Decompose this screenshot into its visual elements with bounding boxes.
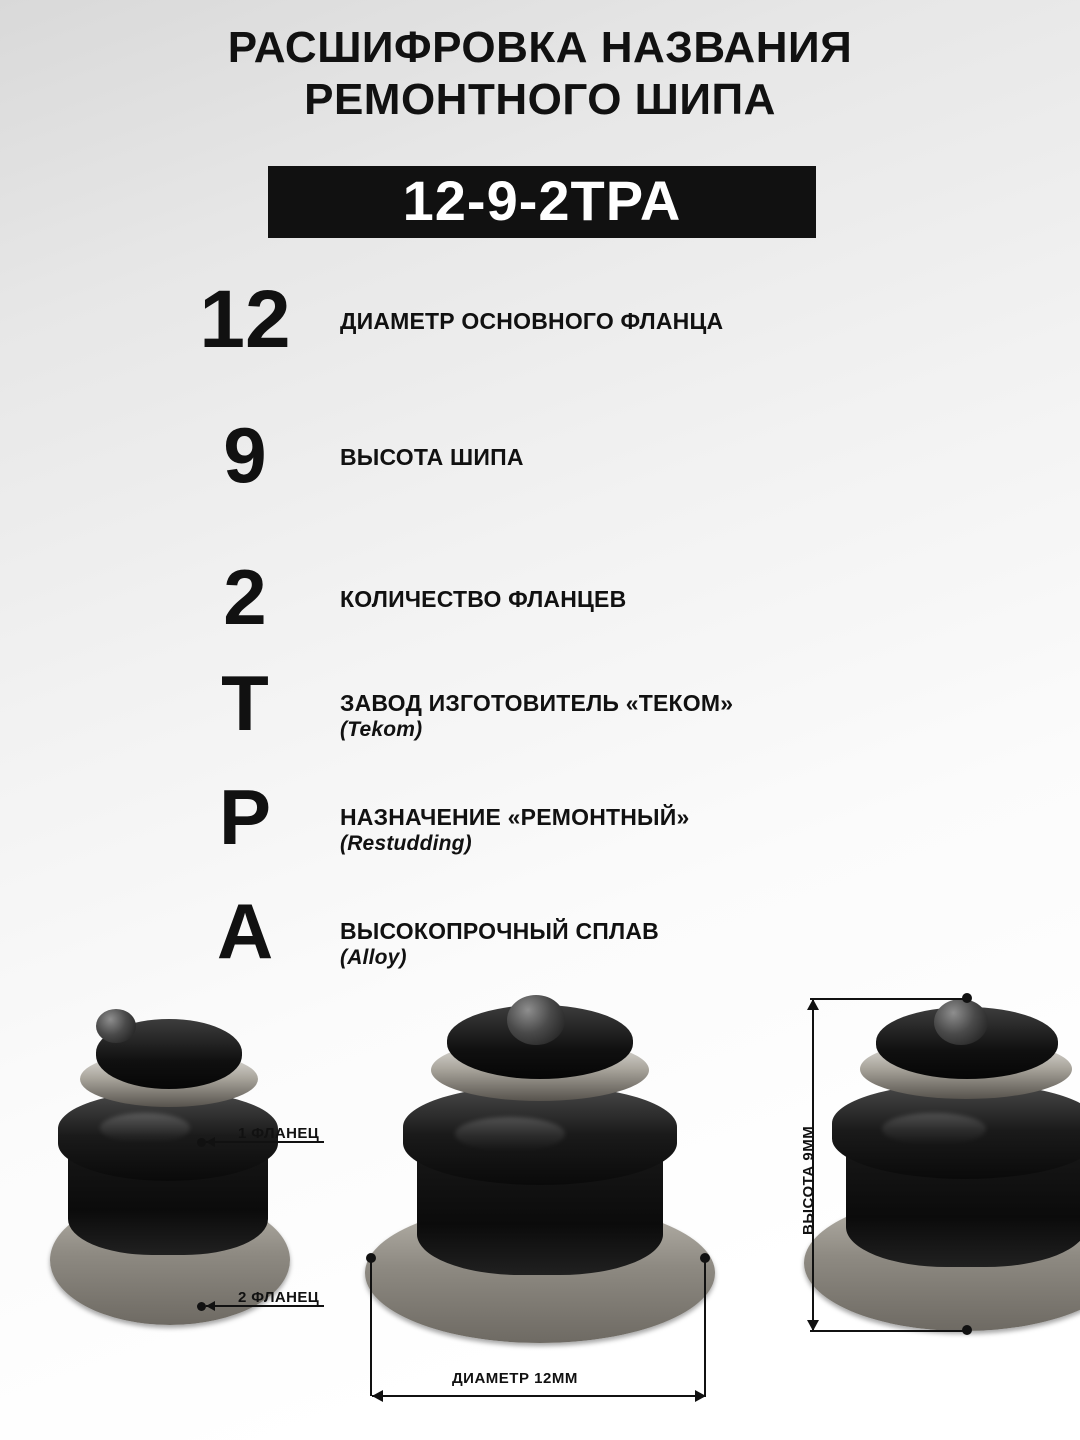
product-code-badge xyxy=(268,166,816,238)
stud-carbide-pin xyxy=(507,995,565,1045)
legend-symbol: T xyxy=(221,659,269,747)
legend-symbol: 2 xyxy=(223,553,267,641)
dimension-label-diameter: ДИАМЕТР 12ММ xyxy=(452,1370,578,1387)
page-title-line1: РАСШИФРОВКА НАЗВАНИЯ xyxy=(227,23,853,72)
legend-description-main: ВЫСОТА ШИПА xyxy=(340,444,524,470)
stud-highlight xyxy=(882,1113,986,1145)
legend-description xyxy=(340,420,524,471)
legend-description xyxy=(340,668,733,742)
product-code-text: 12-9-2TPA xyxy=(402,169,682,232)
arrow-up-icon xyxy=(807,999,819,1010)
legend-item-a xyxy=(150,887,1010,975)
legend-item-9 xyxy=(150,411,1010,499)
legend-symbol: A xyxy=(216,887,274,975)
legend-description xyxy=(340,782,690,856)
callout-label-flange1: 1 ФЛАНЕЦ xyxy=(238,1125,320,1142)
legend-symbol: 12 xyxy=(199,274,291,365)
legend-description-main: НАЗНАЧЕНИЕ «РЕМОНТНЫЙ» xyxy=(340,804,690,830)
dimension-label-height: ВЫСОТА 9ММ xyxy=(800,1125,817,1235)
dim-ext-top xyxy=(810,998,968,1000)
legend-description-main: ЗАВОД ИЗГОТОВИТЕЛЬ «ТЕКОМ» xyxy=(340,690,734,716)
legend-description xyxy=(340,282,723,335)
page-title-line2: РЕМОНТНОГО ШИПА xyxy=(304,75,776,124)
arrow-down-icon xyxy=(807,1320,819,1331)
stud-highlight xyxy=(455,1117,565,1151)
legend-item-t xyxy=(150,659,1010,747)
stud-photo-right xyxy=(790,995,1080,1375)
dim-ext-bottom xyxy=(810,1330,968,1332)
legend-description-sub: (Alloy) xyxy=(340,946,407,969)
stud-carbide-pin xyxy=(934,999,988,1045)
arrow-right-icon xyxy=(695,1390,706,1402)
page-title xyxy=(0,22,1080,126)
legend-item-2 xyxy=(150,553,1010,641)
stud-highlight xyxy=(100,1113,190,1143)
stud-photo-center xyxy=(355,993,725,1393)
product-photo-strip xyxy=(0,985,1080,1440)
legend-description xyxy=(340,896,659,970)
legend-description xyxy=(340,562,626,613)
legend-symbol: 9 xyxy=(223,411,267,499)
arrow-left-icon xyxy=(372,1390,383,1402)
legend-description-main: КОЛИЧЕСТВО ФЛАНЦЕВ xyxy=(340,586,627,612)
legend-item-p xyxy=(150,773,1010,861)
dim-ext-left xyxy=(370,1258,372,1396)
legend-item-12 xyxy=(150,274,1010,365)
legend-description-sub: (Restudding) xyxy=(340,832,472,855)
dimension-line-diameter xyxy=(372,1395,706,1397)
legend-description-main: ДИАМЕТР ОСНОВНОГО ФЛАНЦА xyxy=(340,308,724,334)
legend-symbol: P xyxy=(218,773,272,861)
stud-carbide-pin xyxy=(96,1009,136,1043)
legend-description-sub: (Tekom) xyxy=(340,718,423,741)
dim-ext-right xyxy=(704,1258,706,1396)
legend-description-main: ВЫСОКОПРОЧНЫЙ СПЛАВ xyxy=(340,918,659,944)
callout-label-flange2: 2 ФЛАНЕЦ xyxy=(238,1289,320,1306)
